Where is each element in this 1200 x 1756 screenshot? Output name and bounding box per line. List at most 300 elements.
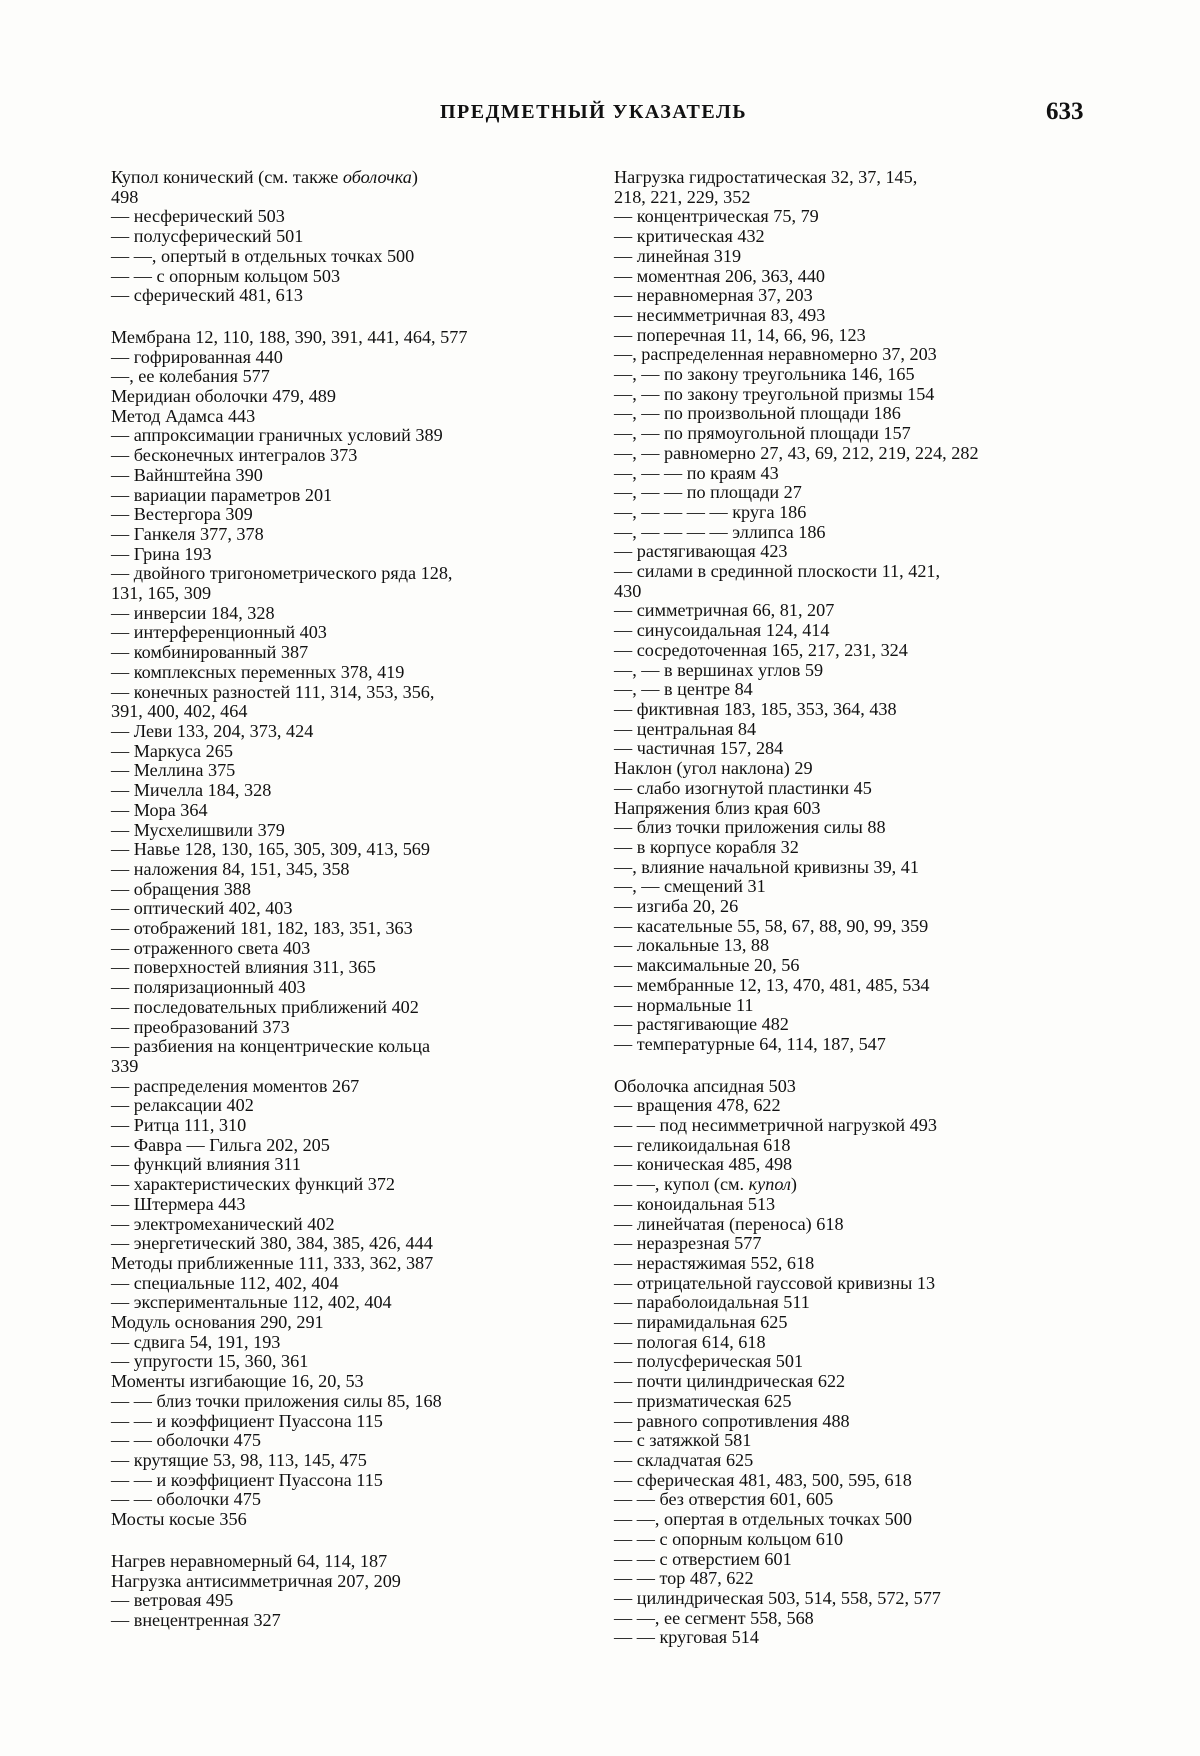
index-entry-text: — почти цилиндрическая 622 (614, 1371, 846, 1392)
index-entry (614, 503, 1079, 523)
index-entry (111, 1274, 575, 1294)
index-entry (614, 483, 1079, 503)
index-entry (614, 700, 1079, 720)
page-number: 633 (1046, 98, 1084, 125)
index-entry-text: — — оболочки 475 (111, 1430, 261, 1451)
index-entry-text: Наклон (угол наклона) 29 (614, 758, 813, 779)
index-entry (111, 801, 575, 821)
index-entry (614, 1077, 1079, 1097)
index-entry (614, 582, 1079, 602)
index-entry-text: —, — по закону треугольной призмы 154 (614, 383, 935, 404)
index-entry-text: —, распределенная неравномерно 37, 203 (614, 344, 937, 365)
index-entry-text: — линейчатая (переноса) 618 (614, 1213, 844, 1234)
index-column-left (111, 168, 575, 1631)
running-header: ПРЕДМЕТНЫЙ УКАЗАТЕЛЬ (440, 101, 748, 123)
index-entry-text: — релаксации 402 (111, 1095, 254, 1116)
index-entry (111, 860, 575, 880)
index-entry (111, 821, 575, 841)
index-entry-text: Мосты косые 356 (111, 1509, 247, 1530)
index-entry (614, 1116, 1079, 1136)
index-entry-text: — — и коэффициент Пуассона 115 (111, 1469, 383, 1490)
index-entry-text: — Штермера 443 (111, 1193, 246, 1214)
index-entry-text: — сдвига 54, 191, 193 (111, 1331, 281, 1352)
index-entry (111, 1412, 575, 1432)
index-entry (614, 1471, 1079, 1491)
index-entry-text: — несимметричная 83, 493 (614, 304, 826, 325)
index-entry-text: — —, купол (см. (614, 1174, 749, 1195)
index-entry (111, 1372, 575, 1392)
index-entry-text: — двойного тригонометрического ряда 128, (111, 563, 453, 584)
index-entry-text: — критическая 432 (614, 226, 765, 247)
index-entry (614, 188, 1079, 208)
index-entry (111, 505, 575, 525)
index-entry-text: Модуль основания 290, 291 (111, 1312, 324, 1333)
index-entry-text: — коноидальная 513 (614, 1193, 776, 1214)
index-entry (614, 1293, 1079, 1313)
index-entry-text: — экспериментальные 112, 402, 404 (111, 1292, 392, 1313)
index-entry-text: — Маркуса 265 (111, 740, 233, 761)
index-entry (614, 424, 1079, 444)
index-entry (614, 1215, 1079, 1235)
index-entry-text: — интерференционный 403 (111, 622, 327, 643)
index-entry (111, 584, 575, 604)
index-entry-text: — — под несимметричной нагрузкой 493 (614, 1115, 937, 1136)
index-entry-text: 391, 400, 402, 464 (111, 701, 248, 722)
index-entry (614, 247, 1079, 267)
index-entry-text: — аппроксимации граничных условий 389 (111, 425, 443, 446)
index-entry-text: — призматическая 625 (614, 1390, 792, 1411)
index-entry (111, 466, 575, 486)
index-entry (111, 387, 575, 407)
index-entry (111, 446, 575, 466)
index-entry-text: — центральная 84 (614, 718, 757, 739)
index-entry-text: — фиктивная 183, 185, 353, 364, 438 (614, 698, 897, 719)
index-entry-text: — геликоидальная 618 (614, 1134, 791, 1155)
index-entry-text: — Ритца 111, 310 (111, 1115, 247, 1136)
index-entry (614, 1490, 1079, 1510)
index-entry (111, 1510, 575, 1530)
index-entry (614, 1510, 1079, 1530)
index-entry-text: —, — — по краям 43 (614, 462, 779, 483)
index-entry-text: — инверсии 184, 328 (111, 602, 275, 623)
index-entry (614, 641, 1079, 661)
index-entry (111, 1254, 575, 1274)
index-entry (111, 899, 575, 919)
index-entry (111, 840, 575, 860)
index-entry-text: — в корпусе корабля 32 (614, 836, 799, 857)
index-entry-text: — обращения 388 (111, 878, 251, 899)
index-entry (614, 1333, 1079, 1353)
index-entry-text: — локальные 13, 88 (614, 935, 770, 956)
index-entry-text: — Мора 364 (111, 799, 208, 820)
index-entry-text: Нагрузка гидростатическая 32, 37, 145, (614, 167, 918, 187)
index-entry-text: — Мичелла 184, 328 (111, 780, 272, 801)
index-entry-text: — полусферическая 501 (614, 1351, 804, 1372)
index-entry (111, 880, 575, 900)
index-entry-text: — комплексных переменных 378, 419 (111, 661, 405, 682)
index-entry-text: 339 (111, 1055, 139, 1076)
index-entry-text: — частичная 157, 284 (614, 738, 784, 759)
index-entry (614, 1550, 1079, 1570)
index-entry-text: — несферический 503 (111, 206, 285, 227)
index-entry (614, 1372, 1079, 1392)
index-entry (614, 1136, 1079, 1156)
index-entry (111, 919, 575, 939)
index-entry-text: — Вайнштейна 390 (111, 464, 263, 485)
index-entry-text: — оптический 402, 403 (111, 898, 293, 919)
index-entry-text: — близ точки приложения силы 88 (614, 817, 886, 838)
index-entry (614, 877, 1079, 897)
index-entry-text: — — с отверстием 601 (614, 1548, 792, 1569)
index-entry-text: Нагрузка антисимметричная 207, 209 (111, 1570, 401, 1591)
index-entry (111, 1195, 575, 1215)
index-entry (614, 385, 1079, 405)
index-entry (614, 326, 1079, 346)
index-entry-text: — Леви 133, 204, 373, 424 (111, 720, 314, 741)
index-entry (614, 542, 1079, 562)
index-entry (111, 604, 575, 624)
index-entry (111, 1155, 575, 1175)
index-entry (614, 1015, 1079, 1035)
index-entry (614, 1392, 1079, 1412)
index-entry (111, 1136, 575, 1156)
index-entry-text: — —, опертая в отдельных точках 500 (614, 1509, 912, 1530)
index-entry-text: — бесконечных интегралов 373 (111, 445, 358, 466)
index-entry (614, 267, 1079, 287)
index-entry (111, 1116, 575, 1136)
index-entry-text: — энергетический 380, 384, 385, 426, 444 (111, 1233, 433, 1254)
index-entry-text: — сферический 481, 613 (111, 285, 303, 306)
index-entry (614, 621, 1079, 641)
index-entry (111, 1572, 575, 1592)
index-entry (614, 404, 1079, 424)
index-entry-text: — слабо изогнутой пластинки 45 (614, 777, 872, 798)
index-entry (111, 683, 575, 703)
index-entry (614, 1096, 1079, 1116)
index-entry-text: — синусоидальная 124, 414 (614, 620, 830, 641)
index-entry (111, 998, 575, 1018)
index-entry-text: — распределения моментов 267 (111, 1075, 360, 1096)
index-entry-text: — растягивающие 482 (614, 1014, 789, 1035)
index-entry (111, 426, 575, 446)
index-entry-text: Оболочка апсидная 503 (614, 1075, 796, 1096)
index-entry-text: — — оболочки 475 (111, 1489, 261, 1510)
index-entry (614, 1352, 1079, 1372)
index-entry (614, 286, 1079, 306)
index-entry-text: —, — по закону треугольника 146, 165 (614, 364, 915, 385)
index-entry-text: — — с опорным кольцом 610 (614, 1528, 844, 1549)
index-entry-text: 218, 221, 229, 352 (614, 186, 751, 207)
index-entry-text: — нерастяжимая 552, 618 (614, 1252, 815, 1273)
index-entry (614, 306, 1079, 326)
index-entry (111, 663, 575, 683)
index-entry-text: 430 (614, 580, 642, 601)
index-entry (614, 976, 1079, 996)
index-entry-text: — равного сопротивления 488 (614, 1410, 850, 1431)
index-entry-text: Мембрана 12, 110, 188, 390, 391, 441, 464, 577 (111, 326, 468, 347)
index-entry (111, 348, 575, 368)
index-entry-text: — — круговая 514 (614, 1627, 759, 1648)
index-entry (111, 267, 575, 287)
index-entry-text: — отрицательной гауссовой кривизны 13 (614, 1272, 936, 1293)
index-entry (111, 1096, 575, 1116)
index-entry (614, 680, 1079, 700)
index-entry-text: — неравномерная 37, 203 (614, 285, 813, 306)
index-entry (111, 1392, 575, 1412)
index-entry-text: — вариации параметров 201 (111, 484, 333, 505)
index-entry (111, 545, 575, 565)
index-entry-text: —, — смещений 31 (614, 876, 766, 897)
index-entry (614, 1313, 1079, 1333)
index-entry (614, 720, 1079, 740)
index-entry (614, 168, 1079, 188)
index-entry-text: — параболоидальная 511 (614, 1292, 810, 1313)
index-entry (111, 1611, 575, 1631)
index-entry (111, 525, 575, 545)
index-entry-text: — поверхностей влияния 311, 365 (111, 957, 376, 978)
index-entry (614, 1589, 1079, 1609)
index-entry-text: — ветровая 495 (111, 1590, 234, 1611)
index-entry-crossref: купол (748, 1174, 791, 1195)
index-entry-text: 498 (111, 186, 139, 207)
index-entry (111, 1175, 575, 1195)
index-entry (111, 1313, 575, 1333)
index-entry (111, 168, 575, 188)
index-entry-text: — цилиндрическая 503, 514, 558, 572, 577 (614, 1587, 941, 1608)
index-entry (614, 523, 1079, 543)
index-entry-crossref: оболочка (342, 167, 412, 187)
index-entry-text: — функций влияния 311 (111, 1154, 301, 1175)
index-entry-text: — —, опертый в отдельных точках 500 (111, 245, 415, 266)
index-entry-text: — складчатая 625 (614, 1450, 754, 1470)
index-entry-text: — Меллина 375 (111, 760, 236, 781)
index-entry (111, 761, 575, 781)
index-entry-text: — с затяжкой 581 (614, 1430, 752, 1451)
index-entry (111, 328, 575, 348)
index-entry (111, 958, 575, 978)
index-entry (614, 464, 1079, 484)
index-entry-text: —, ее колебания 577 (111, 366, 270, 387)
index-entry-text: —, — равномерно 27, 43, 69, 212, 219, 224, 282 (614, 442, 979, 463)
index-entry (111, 722, 575, 742)
index-entry-text: — пологая 614, 618 (614, 1331, 766, 1352)
index-entry-text: — пирамидальная 625 (614, 1312, 788, 1333)
index-entry-text: — максимальные 20, 56 (614, 955, 800, 976)
index-entry (614, 917, 1079, 937)
index-column-right (614, 168, 1079, 1648)
index-entry (614, 365, 1079, 385)
index-entry (111, 1293, 575, 1313)
index-entry-text: Методы приближенные 111, 333, 362, 387 (111, 1252, 434, 1273)
index-entry-text: — гофрированная 440 (111, 346, 283, 367)
index-entry (614, 1530, 1079, 1550)
index-entry-text: — — близ точки приложения силы 85, 168 (111, 1390, 442, 1411)
index-entry (614, 1274, 1079, 1294)
index-entry (111, 623, 575, 643)
index-entry (614, 818, 1079, 838)
index-entry (614, 858, 1079, 878)
index-entry-text: —, — — — — эллипса 186 (614, 521, 826, 542)
index-entry-text: — мембранные 12, 13, 470, 481, 485, 534 (614, 974, 930, 995)
index-entry-text: — концентрическая 75, 79 (614, 206, 819, 227)
index-entry-suffix: ) (790, 1174, 797, 1195)
index-entry (111, 247, 575, 267)
index-entry-text: — поляризационный 403 (111, 977, 306, 998)
index-entry-text: — — без отверстия 601, 605 (614, 1489, 834, 1510)
index-entry-text: — неразрезная 577 (614, 1233, 762, 1254)
index-entry (614, 1412, 1079, 1432)
section-gap (111, 306, 575, 328)
index-entry (614, 1234, 1079, 1254)
index-entry-text: Метод Адамса 443 (111, 405, 256, 426)
index-entry-text: —, — в центре 84 (614, 679, 753, 700)
index-entry-text: — Мусхелишвили 379 (111, 819, 285, 840)
section-gap (111, 1530, 575, 1552)
index-entry (111, 978, 575, 998)
index-entry-text: — характеристических функций 372 (111, 1174, 396, 1195)
index-entry (614, 227, 1079, 247)
index-entry-text: Купол конический (см. также (111, 167, 343, 187)
index-entry-text: —, — — — — круга 186 (614, 501, 807, 522)
index-entry (111, 1431, 575, 1451)
index-entry (614, 562, 1079, 582)
index-entry (614, 1451, 1079, 1471)
index-entry-text: — силами в срединной плоскости 11, 421, (614, 561, 941, 582)
index-entry (614, 1035, 1079, 1055)
index-entry-text: Напряжения близ края 603 (614, 797, 821, 818)
index-entry (111, 207, 575, 227)
index-entry (111, 1471, 575, 1491)
index-entry-text: — Вестергора 309 (111, 504, 253, 525)
index-entry-text: — сферическая 481, 483, 500, 595, 618 (614, 1469, 912, 1490)
index-entry-text: — наложения 84, 151, 345, 358 (111, 858, 350, 879)
index-entry-text: —, — — по площади 27 (614, 482, 802, 503)
index-entry (614, 1195, 1079, 1215)
index-entry-text: — — и коэффициент Пуассона 115 (111, 1410, 383, 1431)
index-entry-text: — температурные 64, 114, 187, 547 (614, 1033, 886, 1054)
index-entry (111, 1552, 575, 1572)
index-entry (111, 643, 575, 663)
index-entry (111, 1352, 575, 1372)
index-entry (111, 367, 575, 387)
index-entry-text: — разбиения на концентрические кольца (111, 1036, 431, 1057)
index-entry-text: — — тор 487, 622 (614, 1568, 754, 1589)
index-entry-text: — внецентренная 327 (111, 1609, 281, 1630)
index-entry-text: —, — в вершинах углов 59 (614, 659, 824, 680)
index-entry-text: — коническая 485, 498 (614, 1154, 793, 1175)
index-entry (111, 1057, 575, 1077)
index-entry-text: — —, ее сегмент 558, 568 (614, 1607, 814, 1628)
index-entry (614, 1175, 1079, 1195)
index-entry (614, 1254, 1079, 1274)
index-entry (614, 739, 1079, 759)
index-entry-text: — вращения 478, 622 (614, 1095, 781, 1116)
index-entry (111, 1077, 575, 1097)
index-entry (614, 996, 1079, 1016)
index-entry-text: — линейная 319 (614, 245, 742, 266)
index-entry (111, 188, 575, 208)
index-entry (614, 1609, 1079, 1629)
index-entry (614, 838, 1079, 858)
index-entry (111, 1234, 575, 1254)
index-entry (614, 207, 1079, 227)
index-entry (111, 702, 575, 722)
index-entry (111, 1018, 575, 1038)
index-entry (614, 601, 1079, 621)
index-entry-text: — растягивающая 423 (614, 541, 788, 562)
index-entry-text: — — с опорным кольцом 503 (111, 265, 341, 286)
index-entry-text: —, влияние начальной кривизны 39, 41 (614, 856, 919, 877)
index-entry-text: — электромеханический 402 (111, 1213, 335, 1234)
index-entry (614, 799, 1079, 819)
index-entry (614, 661, 1079, 681)
index-entry-text: — комбинированный 387 (111, 642, 309, 663)
index-entry-text: Меридиан оболочки 479, 489 (111, 386, 336, 407)
index-entry-text: — Грина 193 (111, 543, 212, 564)
index-entry (614, 779, 1079, 799)
section-gap (614, 1055, 1079, 1077)
index-entry-text: — Ганкеля 377, 378 (111, 523, 264, 544)
index-entry-text: Нагрев неравномерный 64, 114, 187 (111, 1550, 388, 1571)
index-entry-suffix: ) (411, 167, 418, 187)
index-entry-text: — симметричная 66, 81, 207 (614, 600, 835, 621)
index-entry-text: — нормальные 11 (614, 994, 754, 1015)
index-entry (111, 407, 575, 427)
index-entry-text: — крутящие 53, 98, 113, 145, 475 (111, 1450, 367, 1470)
index-entry-text: —, — по произвольной площади 186 (614, 403, 901, 424)
index-entry-text: — сосредоточенная 165, 217, 231, 324 (614, 639, 908, 660)
index-entry-text: — упругости 15, 360, 361 (111, 1351, 309, 1372)
index-entry-text: 131, 165, 309 (111, 583, 212, 604)
index-entry-text: —, — по прямоугольной площади 157 (614, 423, 911, 444)
index-entry (111, 227, 575, 247)
index-entry (614, 444, 1079, 464)
index-entry-text: — преобразований 373 (111, 1016, 290, 1037)
index-entry (614, 1155, 1079, 1175)
index-entry (111, 781, 575, 801)
index-entry (111, 1490, 575, 1510)
index-entry (614, 345, 1079, 365)
index-entry-text: — касательные 55, 58, 67, 88, 90, 99, 359 (614, 915, 929, 936)
index-entry (111, 286, 575, 306)
index-entry (111, 1451, 575, 1471)
index-entry (111, 1215, 575, 1235)
index-entry (111, 939, 575, 959)
index-entry-text: Моменты изгибающие 16, 20, 53 (111, 1371, 364, 1392)
index-entry (111, 1037, 575, 1057)
index-entry (111, 742, 575, 762)
index-entry (614, 759, 1079, 779)
index-entry-text: — последовательных приближений 402 (111, 996, 419, 1017)
index-entry (614, 897, 1079, 917)
index-entry-text: — специальные 112, 402, 404 (111, 1272, 339, 1293)
index-entry-text: — отраженного света 403 (111, 937, 311, 958)
index-entry-text: — конечных разностей 111, 314, 353, 356, (111, 681, 435, 702)
index-entry-text: — Фавра — Гильга 202, 205 (111, 1134, 330, 1155)
index-entry (111, 564, 575, 584)
index-entry (111, 486, 575, 506)
index-entry (614, 956, 1079, 976)
index-entry (614, 1628, 1079, 1648)
index-entry (111, 1333, 575, 1353)
index-entry (614, 936, 1079, 956)
index-entry-text: — Навье 128, 130, 165, 305, 309, 413, 569 (111, 839, 430, 860)
index-entry (614, 1431, 1079, 1451)
index-entry-text: — полусферический 501 (111, 226, 304, 247)
index-entry-text: — поперечная 11, 14, 66, 96, 123 (614, 324, 866, 345)
index-entry (614, 1569, 1079, 1589)
index-entry-text: — моментная 206, 363, 440 (614, 265, 826, 286)
